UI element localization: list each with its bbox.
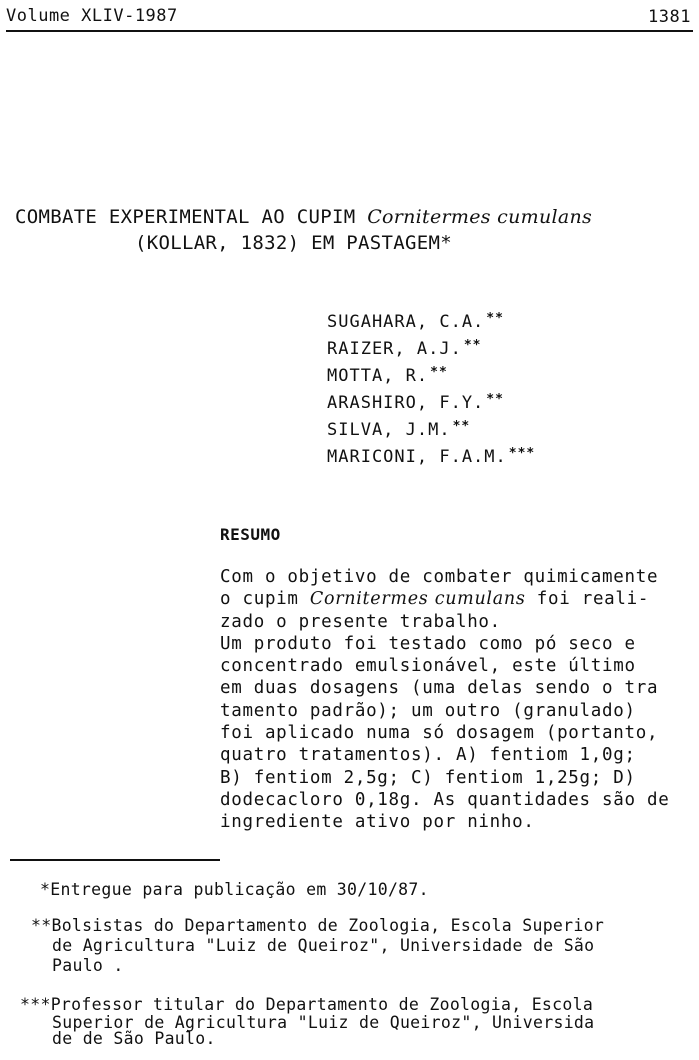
author: SUGAHARA, C.A. ** xyxy=(327,311,504,332)
page-number: 1381 xyxy=(648,7,691,27)
title-species: Cornitermes cumulans xyxy=(367,206,593,228)
author-list xyxy=(327,307,535,469)
footnote-3: ***Professor titular do Departamento de Zoologia, Escola Superior de Agricultura "Luiz de Queiroz", Universida de de São Paulo. xyxy=(20,995,595,1048)
footnote-rule xyxy=(10,859,220,861)
author: RAIZER, A.J. ** xyxy=(327,338,482,359)
footnote-1: *Entregue para publicação em 30/10/87. xyxy=(40,880,429,899)
title-prefix: COMBATE EXPERIMENTAL AO CUPIM xyxy=(15,206,356,228)
footnote-marker: *** xyxy=(20,995,51,1014)
resumo-body xyxy=(220,566,669,834)
author: MOTTA, R. ** xyxy=(327,365,448,386)
resumo-line: tamento padrão); um outro (granulado) xyxy=(220,700,636,721)
author: SILVA, J.M. ** xyxy=(327,419,471,440)
paper-title-line2: (KOLLAR, 1832) EM PASTAGEM* xyxy=(135,232,452,254)
resumo-heading: RESUMO xyxy=(220,525,281,544)
resumo-line: em duas dosagens (uma delas sendo o tra xyxy=(220,678,659,699)
resumo-line: zado o presente trabalho. xyxy=(220,611,501,632)
header-rule xyxy=(6,30,693,32)
author: MARICONI, F.A.M. *** xyxy=(327,446,536,467)
resumo-line: Com o objetivo de combater quimicamente xyxy=(220,567,659,587)
footnote-marker: * xyxy=(40,880,51,899)
resumo-line: Um produto foi testado como pó seco e xyxy=(220,633,636,654)
resumo-line: foi aplicado numa só dosagem (portanto, xyxy=(220,723,659,744)
footnote-2: **Bolsistas do Departamento de Zoologia, Escola Superior de Agricultura "Luiz de Queiroz", Universidade de São Paulo . xyxy=(31,916,605,975)
paper-title-line1 xyxy=(15,206,592,228)
resumo-line: B) fentiom 2,5g; C) fentiom 1,25g; D) xyxy=(220,767,636,788)
author: ARASHIRO, F.Y. ** xyxy=(327,392,504,413)
resumo-line: o cupim Cornitermes cumulans foi reali- xyxy=(220,589,650,610)
resumo-line: concentrado emulsionável, este último xyxy=(220,656,636,677)
running-header-volume: Volume XLIV-1987 xyxy=(6,6,178,26)
resumo-line: quatro tratamentos). A) fentiom 1,0g; xyxy=(220,745,636,766)
resumo-line: ingrediente ativo por ninho. xyxy=(220,812,535,833)
footnote-marker: ** xyxy=(31,916,52,935)
resumo-species: Cornitermes cumulans xyxy=(309,589,526,610)
resumo-line: dodecacloro 0,18g. As quantidades são de xyxy=(220,789,670,810)
